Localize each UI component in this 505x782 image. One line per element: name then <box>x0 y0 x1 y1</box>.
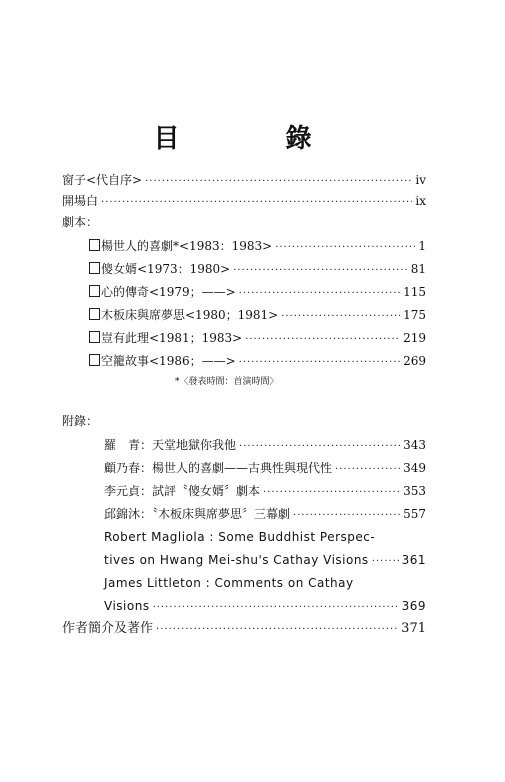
toc-entry-page: 349 <box>403 461 426 475</box>
toc-entry <box>89 353 426 371</box>
toc-entry-page: iv <box>415 173 426 187</box>
toc-entry <box>89 330 426 348</box>
toc-entry <box>104 437 426 455</box>
toc-entry <box>104 506 426 524</box>
leader-dots <box>335 462 400 478</box>
leader-dots <box>263 485 400 501</box>
toc-entry <box>104 483 426 501</box>
toc-entry <box>89 284 426 302</box>
leader-dots <box>239 355 400 371</box>
toc-entry-page: 353 <box>403 484 426 498</box>
leader-dots <box>245 332 400 348</box>
toc-entry <box>62 172 426 190</box>
toc-entry-english-line: Robert Magliola : Some Buddhist Perspec- <box>104 530 376 544</box>
leader-dots <box>153 600 399 616</box>
leader-dots <box>372 554 399 570</box>
leader-dots <box>239 286 400 302</box>
toc-entry <box>104 460 426 478</box>
toc-entry-title: 心的傳奇<1979；——> <box>101 285 236 299</box>
checkbox-square-icon <box>89 354 100 366</box>
toc-entry <box>89 238 426 256</box>
page-title: 目 錄 <box>153 124 352 154</box>
toc-entry-title: 作者簡介及著作 <box>62 621 154 636</box>
checkbox-square-icon <box>89 285 100 297</box>
toc-entry-page: 115 <box>403 285 426 299</box>
toc-entry-title: 窗子<代自序> <box>62 173 143 187</box>
toc-entry-page: 557 <box>403 507 426 521</box>
toc-entry-page: ix <box>415 194 426 208</box>
leader-dots <box>239 439 400 455</box>
section-heading-plays: 劇本： <box>62 215 99 229</box>
leader-dots <box>233 263 408 279</box>
leader-dots <box>281 309 400 325</box>
checkbox-square-icon <box>89 239 100 251</box>
checkbox-square-icon <box>89 262 100 274</box>
toc-entry-page: 371 <box>401 621 426 636</box>
toc-entry-page: 361 <box>401 553 426 567</box>
toc-entry <box>104 552 426 570</box>
checkbox-square-icon <box>89 331 100 343</box>
toc-entry-title: 開場白 <box>62 194 99 208</box>
toc-entry-title: 楊世人的喜劇*<1983：1983> <box>101 239 273 253</box>
toc-entry-page: 175 <box>403 308 426 322</box>
leader-dots <box>101 195 412 211</box>
checkbox-square-icon <box>89 308 100 320</box>
toc-entry-title: 邱錦沐：〝木板床與席夢思〞三幕劇 <box>104 507 291 521</box>
leader-dots <box>293 508 400 524</box>
toc-entry-title: Visions <box>104 599 150 613</box>
toc-entry-page: 269 <box>403 354 426 368</box>
toc-entry-title: 木板床與席夢思<1980；1981> <box>101 308 279 322</box>
toc-entry <box>89 307 426 325</box>
toc-entry-page: 369 <box>401 599 426 613</box>
toc-entry-title: 顧乃春：楊世人的喜劇——古典性與現代性 <box>104 461 333 475</box>
leader-dots <box>156 622 398 638</box>
toc-entry-title: 傻女婿<1973：1980> <box>101 262 231 276</box>
leader-dots <box>275 240 415 256</box>
toc-entry-title: 空籠故事<1986；——> <box>101 354 236 368</box>
section-heading-appendix: 附錄： <box>62 414 99 428</box>
toc-entry-title: 豈有此理<1981；1983> <box>101 331 243 345</box>
footnote: *〈發表時間：首演時間〉 <box>175 377 279 387</box>
toc-entry <box>62 193 426 211</box>
toc-entry-page: 1 <box>418 239 426 253</box>
toc-entry-page: 81 <box>410 262 426 276</box>
toc-entry-title: 李元貞：試評〝傻女婿〞劇本 <box>104 484 261 498</box>
toc-entry-title: tives on Hwang Mei-shu's Cathay Visions <box>104 553 369 567</box>
toc-entry <box>62 621 426 638</box>
toc-entry <box>89 261 426 279</box>
toc-entry-title: 羅 青：天堂地獄你我他 <box>104 438 237 452</box>
toc-entry-page: 343 <box>403 438 426 452</box>
toc-entry-english-line: James Littleton : Comments on Cathay <box>104 576 354 590</box>
toc-entry-page: 219 <box>403 331 426 345</box>
leader-dots <box>145 174 412 190</box>
toc-entry <box>104 598 426 616</box>
